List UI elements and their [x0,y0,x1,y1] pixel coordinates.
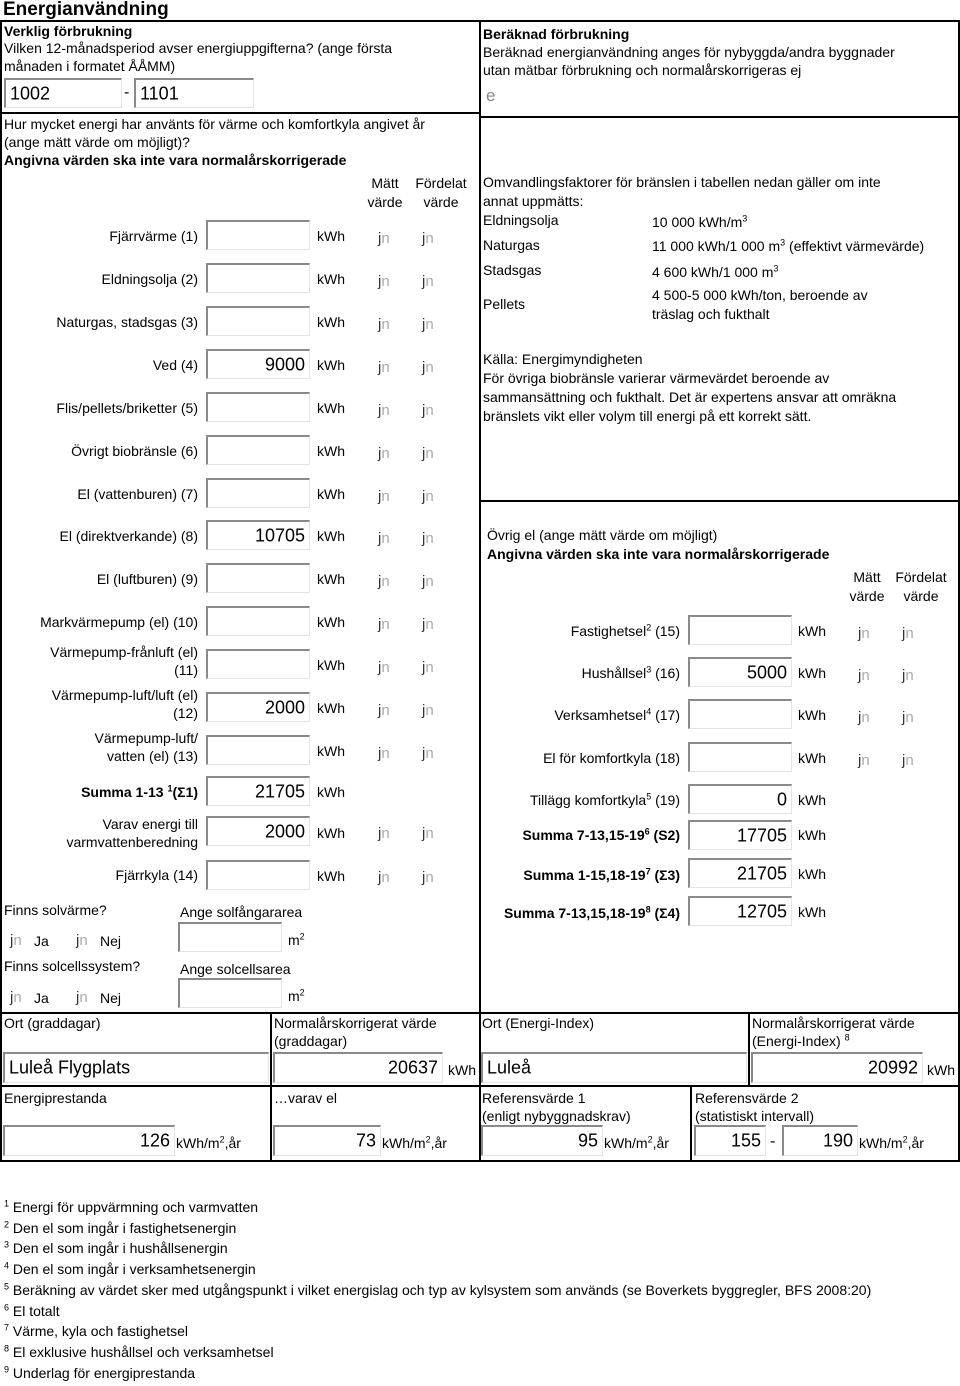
verklig-row-field[interactable] [206,392,310,422]
verklig-row-fordelat-radio[interactable]: jn [422,273,434,290]
omv-pellets-value-2: träslag och fukthalt [652,306,770,322]
norm-energiindex-label-2: (Energi-Index) $^8$ [752,1032,850,1049]
fjarrkyla-field[interactable] [206,860,310,890]
ort-graddagar-field[interactable]: Luleå Flygplats [3,1052,269,1083]
verklig-row-label: Eldningsolja (2) [101,271,198,287]
solfangar-label: Ange solfångararea [180,904,303,920]
norm-graddagar-field: 20637 [273,1052,443,1083]
footnote: $^5$ Beräkning av värdet sker med utgångspunkt i vilket energislag och typ av kylsystem som används (se Boverkets byggregler, BFS 2008:20) [4,1281,872,1298]
ovrig-row-matt-radio[interactable]: jn [858,752,870,769]
verklig-row-field[interactable]: 10705 [206,520,310,550]
ovrig-row-label: Tillägg komfortkyla$^5$ (19) [530,791,680,808]
fjarrkyla-label: Fjärrkyla (14) [115,867,198,883]
footnote: $^9$ Underlag för energiprestanda [4,1364,196,1381]
ovrig-row-field[interactable]: 5000 [688,657,792,687]
col-matt: Mätt [371,175,399,191]
solcell-nej-radio[interactable]: jn [76,989,88,1006]
omv-naturgas-value: 11 000 kWh/1 000 $m^3$ (effektivt värmevärde) [652,237,925,254]
col-fordelat-2: värde [423,194,459,210]
ort-graddagar-label: Ort (graddagar) [4,1015,101,1031]
ovrig-row-fordelat-radio[interactable]: jn [902,752,914,769]
ref2-label: Referensvärde 2 [695,1090,799,1106]
verklig-row-field[interactable] [206,263,310,293]
col-matt-2: värde [367,194,403,210]
verklig-row-label: El (vattenburen) (7) [77,486,198,502]
verklig-row-unit: kWh [317,271,345,287]
fjarrkyla-fordelat-radio[interactable]: jn [422,869,434,886]
ort-energiindex-label: Ort (Energi-Index) [482,1015,595,1031]
footnote: $^1$ Energi för uppvärmning och varmvatten [4,1198,259,1215]
ovrig-row-unit: kWh [798,707,826,723]
ovrig-row-label: Verksamhetsel$^4$ (17) [554,706,680,723]
verklig-row-label-2: vatten (el) (13) [106,748,198,764]
divider-ovrig [480,500,959,502]
verklig-row-field[interactable] [206,220,310,250]
footnote: $^3$ Den el som ingår i hushållsenergin [4,1239,228,1256]
ovrig-row-fordelat-radio[interactable]: jn [902,667,914,684]
verklig-row-fordelat-radio[interactable]: jn [422,445,434,462]
period-from-field[interactable]: 1002 [4,78,122,108]
ovrig-row-unit: kWh [798,665,826,681]
ovrig-col-fordelat: Fördelat [895,569,947,585]
omv-text-2: annat uppmätts: [483,193,584,209]
ort-energiindex-field[interactable]: Luleå [481,1052,747,1083]
fjarrkyla-matt-radio[interactable]: jn [378,869,390,886]
verklig-row-matt-radio[interactable]: jn [378,702,390,719]
frame-middle [479,20,481,1162]
divider-grad-col [270,1012,272,1160]
frame-left [0,20,2,1162]
verklig-row-unit: kWh [317,228,345,244]
verklig-row-fordelat-radio[interactable]: jn [422,702,434,719]
verklig-row-fordelat-radio[interactable]: jn [422,359,434,376]
varav-field[interactable]: 2000 [206,816,310,846]
verklig-heading: Verklig förbrukning [4,23,133,39]
verklig-row-unit: kWh [317,743,345,759]
verklig-row-label: El (luftburen) (9) [96,571,198,587]
ovrig-col-matt: Mätt [853,569,881,585]
ovrig-row-label: Fastighetsel$^2$ (15) [570,622,680,639]
verklig-row-fordelat-radio[interactable]: jn [422,616,434,633]
energy-question: Hur mycket energi har använts för värme och komfortkyla angivet år [4,116,425,132]
verklig-row-unit: kWh [317,357,345,373]
varav-fordelat-radio[interactable]: jn [422,825,434,842]
verklig-row-label: Värmepump-luft/ [94,730,198,746]
norm-energiindex-label: Normalårskorrigerat värde [752,1015,915,1031]
ovrig-row-field[interactable] [688,742,792,772]
s4-field: 12705 [688,896,792,926]
s3-field: 21705 [688,858,792,888]
page-title: Energianvändning [3,0,169,20]
ref1-label: Referensvärde 1 [482,1090,586,1106]
beraknad-checkbox-icon[interactable]: e [486,86,496,105]
divider-ref-col [690,1085,692,1161]
footnote: $^2$ Den el som ingår i fastighetsenergin [4,1219,237,1236]
period-separator: - [124,84,130,101]
fjarrkyla-unit: kWh [317,868,345,884]
verklig-row-matt-radio[interactable]: jn [378,573,390,590]
varav-label: Varav energi till [102,816,198,832]
solfangar-unit: $m^2$ [288,931,305,948]
verklig-row-label: Flis/pellets/briketter (5) [56,400,198,416]
divider-prest [0,1085,960,1087]
solcell-nej-label: Nej [100,990,122,1006]
ovrig-row-matt-radio[interactable]: jn [858,625,870,642]
norm-graddagar-unit: kWh [448,1062,476,1078]
verklig-row-matt-radio[interactable]: jn [378,402,390,419]
verklig-row-label-2: (11) [174,662,198,678]
s4-label: Summa $7-13,15,18-19^8$ (Σ4) [503,904,680,921]
verklig-row-label: Övrigt biobränsle (6) [71,443,198,459]
verklig-row-unit: kWh [317,314,345,330]
energiprestanda-unit: kWh/$m^2,år$ [176,1134,241,1151]
verklig-row-unit: kWh [317,486,345,502]
verklig-row-fordelat-radio[interactable]: jn [422,402,434,419]
verklig-row-label: Naturgas, stadsgas (3) [56,314,198,330]
ovrig-col-matt-2: värde [849,588,885,604]
divider-beraknad [479,116,959,118]
verklig-row-unit: kWh [317,657,345,673]
verklig-row-label: Värmepump-frånluft (el) [50,644,198,660]
energiprestanda-label: Energiprestanda [4,1090,107,1106]
energy-question-2: (ange mätt värde om möjligt)? [4,134,190,150]
solcell-ja-radio[interactable]: jn [10,989,22,1006]
verklig-row-field[interactable]: 2000 [206,692,310,722]
ovrig-row-unit: kWh [798,623,826,639]
verklig-row-unit: kWh [317,614,345,630]
solcellsarea-label: Ange solcellsarea [180,961,291,977]
verklig-row-label: Ved (4) [152,357,198,373]
kalla: Källa: Energimyndigheten [483,351,643,367]
ovrig-row-label: Hushållsel$^3$ (16) [581,664,680,681]
solfangar-field[interactable] [178,922,282,952]
s4-unit: kWh [798,904,826,920]
omv-pellets-value: 4 500-5 000 kWh/ton, beroende av [652,287,868,303]
solcellsarea-unit: $m^2$ [288,987,305,1004]
s3-label: Summa $1-15,18-19^7$ (Σ3) [523,866,680,883]
verklig-row-matt-radio[interactable]: jn [378,359,390,376]
ovrig-row-fordelat-radio[interactable]: jn [902,709,914,726]
frame-bottom [0,1160,960,1162]
summa-field: 21705 [206,776,310,806]
verklig-row-field[interactable] [206,735,310,765]
varav-el-field: 73 [273,1125,381,1156]
verklig-row-label: Markvärmepump (el) (10) [40,614,198,630]
period-question-2: månaden i formatet ÅÅMM) [4,58,176,74]
verklig-row-fordelat-radio[interactable]: jn [422,745,434,762]
verklig-row-matt-radio[interactable]: jn [378,530,390,547]
omv-stadsgas-value: 4 600 kWh/1 000 $m^3$ [652,263,779,280]
verklig-row-field[interactable]: 9000 [206,349,310,379]
period-question: Vilken 12-månadsperiod avser energiuppgifterna? (ange första [4,40,393,56]
omv-naturgas: Naturgas [483,237,540,253]
omv-eldningsolja-value: 10 000 kWh/$m^3$ [652,213,748,230]
ovrig-row-field[interactable]: 0 [688,784,792,814]
verklig-row-unit: kWh [317,443,345,459]
omv-eldningsolja: Eldningsolja [483,212,559,228]
beraknad-text-2: utan mätbar förbrukning och normalårskorrigeras ej [483,62,802,78]
s2-field: 17705 [688,820,792,850]
verklig-row-unit: kWh [317,700,345,716]
verklig-row-fordelat-radio[interactable]: jn [422,488,434,505]
norm-energiindex-unit: kWh [927,1062,955,1078]
omv-stadsgas: Stadsgas [483,262,542,278]
varav-el-unit: kWh/$m^2,år$ [382,1134,447,1151]
verklig-row-field[interactable] [206,306,310,336]
verklig-row-fordelat-radio[interactable]: jn [422,659,434,676]
ovrig-row-unit: kWh [798,792,826,808]
s3-unit: kWh [798,866,826,882]
verklig-row-label-2: (12) [173,705,198,721]
divider-grad [0,1012,960,1014]
solvarme-nej-radio[interactable]: jn [76,932,88,949]
col-fordelat: Fördelat [415,175,467,191]
verklig-row-field[interactable] [206,478,310,508]
solcell-ja-label: Ja [34,990,49,1006]
varav-matt-radio[interactable]: jn [378,825,390,842]
energiprestanda-field: 126 [3,1125,175,1156]
ref2-unit: kWh/$m^2,år$ [859,1134,924,1151]
varav-label-2: varmvattenberedning [66,834,198,850]
norm-graddagar-label: Normalårskorrigerat värde [274,1015,437,1031]
verklig-row-unit: kWh [317,571,345,587]
verklig-row-unit: kWh [317,400,345,416]
beraknad-heading: Beräknad förbrukning [483,26,630,42]
ovrig-col-fordelat-2: värde [903,588,939,604]
verklig-row-fordelat-radio[interactable]: jn [422,573,434,590]
verklig-row-matt-radio[interactable]: jn [378,745,390,762]
kalla-text-3: bränslets vikt eller volym till energi på ett korrekt sätt. [483,408,812,424]
kalla-text: För övriga biobränsle varierar värmevärdet beroende av [483,370,830,386]
footnote: $^7$ Värme, kyla och fastighetsel [4,1322,188,1339]
omv-pellets: Pellets [483,296,526,312]
norm-energiindex-field: 20992 [751,1052,923,1083]
solvarme-ja-radio[interactable]: jn [10,932,22,949]
verklig-row-matt-radio[interactable]: jn [378,230,390,247]
footnote: $^8$ El exklusive hushållsel och verksamhetsel [4,1343,274,1360]
ovrig-row-matt-radio[interactable]: jn [858,667,870,684]
verklig-row-matt-radio[interactable]: jn [378,616,390,633]
kalla-text-2: sammansättning och fukthalt. Det är expertens ansvar att omräkna [483,389,897,405]
ref1-label-2: (enligt nybyggnadskrav) [482,1108,631,1124]
ref2-low-field: 155 [694,1125,766,1156]
solcellsarea-field[interactable] [178,978,282,1008]
s2-unit: kWh [798,827,826,843]
period-to-field[interactable]: 1101 [134,78,254,108]
ovrig-row-unit: kWh [798,750,826,766]
summa-unit: kWh [317,784,345,800]
solvarme-ja-label: Ja [34,933,49,949]
verklig-row-label: El (direktverkande) (8) [59,528,198,544]
divider-verklig [0,112,479,114]
ref2-separator: - [770,1133,776,1150]
ref2-label-2: (statistiskt intervall) [695,1108,815,1124]
normal-note: Angivna värden ska inte vara normalårskorrigerade [4,152,347,168]
ref1-unit: kWh/$m^2,år$ [604,1134,669,1151]
ref1-field: 95 [481,1125,603,1156]
ovrig-note: Angivna värden ska inte vara normalårskorrigerade [487,546,830,562]
ovrig-row-fordelat-radio[interactable]: jn [902,625,914,642]
ovrig-row-matt-radio[interactable]: jn [858,709,870,726]
ovrig-heading: Övrig el (ange mätt värde om möjligt) [487,527,718,543]
divider-grad-col2 [748,1012,750,1086]
verklig-row-matt-radio[interactable]: jn [378,488,390,505]
solvarme-nej-label: Nej [100,933,122,949]
ovrig-row-field[interactable] [688,699,792,729]
verklig-row-field[interactable] [206,649,310,679]
ref2-high-field: 190 [782,1125,858,1156]
verklig-row-fordelat-radio[interactable]: jn [422,530,434,547]
verklig-row-matt-radio[interactable]: jn [378,273,390,290]
varav-unit: kWh [317,825,345,841]
verklig-row-fordelat-radio[interactable]: jn [422,316,434,333]
omv-text: Omvandlingsfaktorer för bränslen i tabellen nedan gäller om inte [483,174,881,190]
verklig-row-label: Värmepump-luft/luft (el) [51,687,198,703]
verklig-row-label: Fjärrvärme (1) [109,228,198,244]
ovrig-row-field[interactable] [688,615,792,645]
s2-label: Summa $7-13,15-19^6$ (S2) [522,826,680,843]
varav-el-label: …varav el [274,1090,338,1106]
verklig-row-field[interactable] [206,606,310,636]
verklig-row-matt-radio[interactable]: jn [378,659,390,676]
verklig-row-unit: kWh [317,528,345,544]
beraknad-text: Beräknad energianvändning anges för nybyggda/andra byggnader [483,44,895,60]
ovrig-row-label: El för komfortkyla (18) [543,750,680,766]
verklig-row-field[interactable] [206,563,310,593]
verklig-row-matt-radio[interactable]: jn [378,316,390,333]
solcell-question: Finns solcellssystem? [4,958,141,974]
verklig-row-matt-radio[interactable]: jn [378,445,390,462]
solvarme-question: Finns solvärme? [4,902,107,918]
norm-graddagar-label-2: (graddagar) [274,1033,348,1049]
summa-label: Summa 1-13 $^1$(Σ1) [81,783,198,800]
footnote: $^6$ El totalt [4,1302,60,1319]
verklig-row-fordelat-radio[interactable]: jn [422,230,434,247]
footnote: $^4$ Den el som ingår i verksamhetsenergin [4,1260,256,1277]
verklig-row-field[interactable] [206,435,310,465]
